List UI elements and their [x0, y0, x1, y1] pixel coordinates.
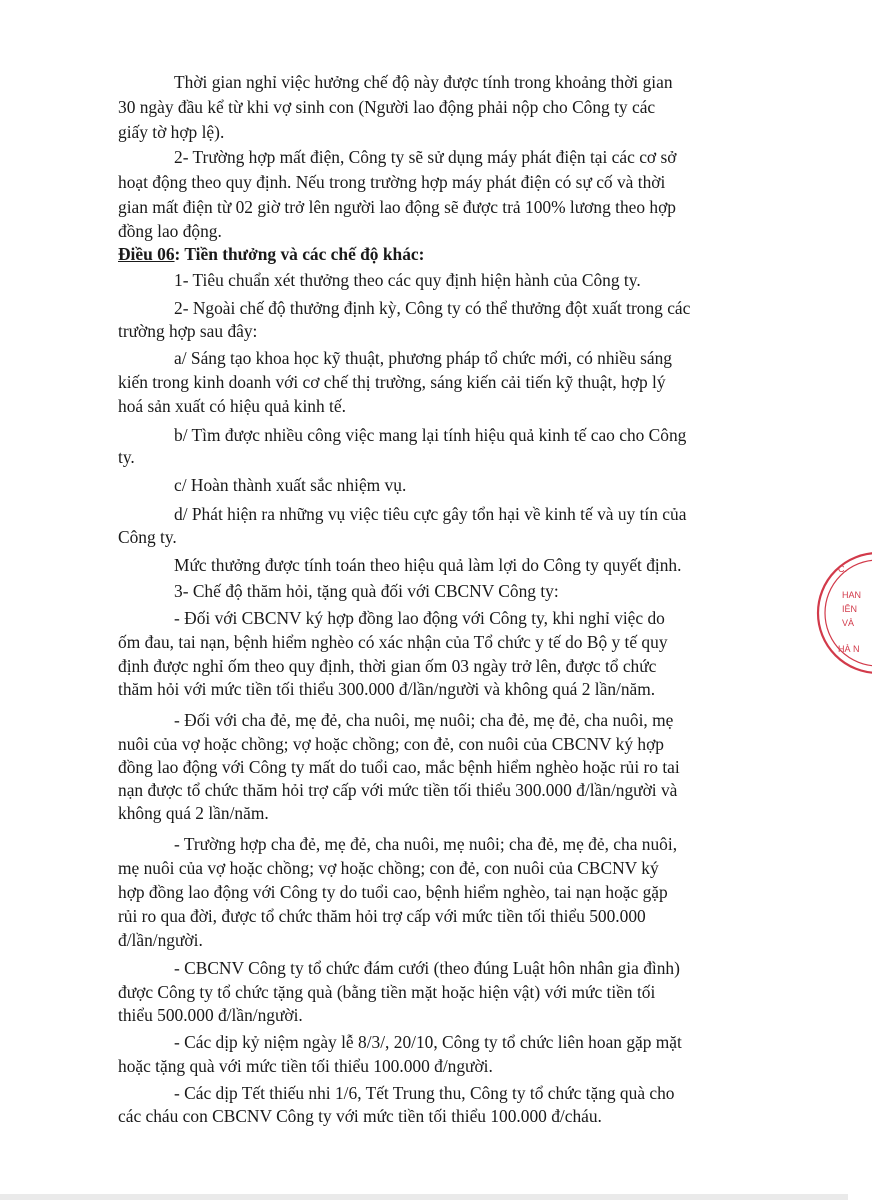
text-line: kiến trong kinh doanh với cơ chế thị trường, sáng kiến cải tiến kỹ thuật, hợp lý	[118, 372, 666, 392]
text-line: rủi ro qua đời, được tổ chức thăm hỏi trợ cấp với mức tiền tối thiểu 500.000	[118, 906, 646, 926]
text-line: a/ Sáng tạo khoa học kỹ thuật, phương pháp tổ chức mới, có nhiều sáng	[174, 348, 672, 368]
seal-text: VÀ	[842, 618, 855, 628]
text-line: d/ Phát hiện ra những vụ việc tiêu cực gây tổn hại về kinh tế và uy tín của	[174, 504, 687, 524]
text-line: ốm đau, tai nạn, bệnh hiểm nghèo có xác nhận của Tổ chức y tế do Bộ y tế quy	[118, 632, 668, 652]
text-line: hoạt động theo quy định. Nếu trong trường hợp máy phát điện có sự cố và thời	[118, 172, 666, 192]
text-line: được Công ty tổ chức tặng quà (bằng tiền mặt hoặc hiện vật) với mức tiền tối	[118, 982, 656, 1002]
text-line: đ/lần/người.	[118, 930, 203, 950]
text-line: hoá sản xuất có hiệu quả kinh tế.	[118, 396, 346, 416]
seal-text: IÊN	[842, 604, 858, 614]
text-line: định được nghỉ ốm theo quy định, thời gian ốm 03 ngày trở lên, được tổ chức	[118, 656, 657, 676]
text-line: đồng lao động.	[118, 221, 222, 241]
text-line: hợp đồng lao động với Công ty do tuổi cao, bệnh hiểm nghèo, tai nạn hoặc gặp	[118, 882, 668, 902]
text-line: b/ Tìm được nhiều công việc mang lại tính hiệu quả kinh tế cao cho Công	[174, 425, 687, 445]
text-line: 2- Ngoài chế độ thưởng định kỳ, Công ty có thể thưởng đột xuất trong các	[174, 298, 691, 318]
text-line: - Đối với CBCNV ký hợp đồng lao động với Công ty, khi nghỉ việc do	[174, 608, 665, 628]
text-line: mẹ nuôi của vợ hoặc chồng; vợ hoặc chồng; con đẻ, con nuôi của CBCNV ký	[118, 858, 659, 878]
scan-edge	[0, 1194, 848, 1200]
text-line: Mức thưởng được tính toán theo hiệu quả làm lợi do Công ty quyết định.	[174, 555, 682, 575]
seal-text: C.	[838, 564, 847, 574]
text-line: - Các dịp Tết thiếu nhi 1/6, Tết Trung thu, Công ty tổ chức tặng quà cho	[174, 1083, 675, 1103]
text-line: 30 ngày đầu kể từ khi vợ sinh con (Người lao động phải nộp cho Công ty các	[118, 97, 656, 117]
text-line: - Trường hợp cha đẻ, mẹ đẻ, cha nuôi, mẹ nuôi; cha đẻ, mẹ đẻ, cha nuôi,	[174, 834, 678, 854]
text-line: nuôi của vợ hoặc chồng; vợ hoặc chồng; con đẻ, con nuôi của CBCNV ký hợp	[118, 734, 664, 754]
seal-text: HAN	[842, 590, 862, 600]
text-line: không quá 2 lần/năm.	[118, 803, 269, 823]
text-line: 1- Tiêu chuẩn xét thưởng theo các quy định hiện hành của Công ty.	[174, 270, 641, 290]
text-line: 2- Trường hợp mất điện, Công ty sẽ sử dụng máy phát điện tại các cơ sở	[174, 147, 677, 167]
text-line: Thời gian nghỉ việc hưởng chế độ này được tính trong khoảng thời gian	[174, 72, 673, 92]
text-line: 3- Chế độ thăm hỏi, tặng quà đối với CBCNV Công ty:	[174, 581, 559, 601]
section-heading	[118, 243, 424, 265]
text-line: - Đối với cha đẻ, mẹ đẻ, cha nuôi, mẹ nuôi; cha đẻ, mẹ đẻ, cha nuôi, mẹ	[174, 710, 674, 730]
text-line: trường hợp sau đây:	[118, 321, 258, 341]
text-line: gian mất điện từ 02 giờ trở lên người lao động sẽ được trả 100% lương theo hợp	[118, 197, 676, 217]
text-line: nạn được tổ chức thăm hỏi trợ cấp với mức tiền tối thiểu 300.000 đ/lần/người và	[118, 780, 678, 800]
red-seal-stamp	[812, 548, 872, 678]
text-line: thiểu 500.000 đ/lần/người.	[118, 1005, 303, 1025]
text-line: - CBCNV Công ty tổ chức đám cưới (theo đúng Luật hôn nhân gia đình)	[174, 958, 680, 978]
article-number: Điều 06	[118, 244, 175, 264]
text-line: c/ Hoàn thành xuất sắc nhiệm vụ.	[174, 475, 407, 495]
text-line: - Các dịp kỷ niệm ngày lễ 8/3/, 20/10, Công ty tổ chức liên hoan gặp mặt	[174, 1032, 682, 1052]
text-line: thăm hỏi với mức tiền tối thiểu 300.000 đ/lần/người và không quá 2 lần/năm.	[118, 679, 656, 699]
article-title: : Tiền thưởng và các chế độ khác:	[174, 244, 425, 264]
text-line: đồng lao động với Công ty mất do tuổi cao, mắc bệnh hiểm nghèo hoặc rủi ro tai	[118, 757, 680, 777]
text-line: Công ty.	[118, 527, 177, 547]
text-line: hoặc tặng quà với mức tiền tối thiểu 100.000 đ/người.	[118, 1056, 493, 1076]
seal-text: HÀ N	[838, 644, 860, 654]
text-line: giấy tờ hợp lệ).	[118, 122, 225, 142]
text-line: các cháu con CBCNV Công ty với mức tiền tối thiểu 100.000 đ/cháu.	[118, 1106, 602, 1126]
text-line: ty.	[118, 447, 135, 467]
